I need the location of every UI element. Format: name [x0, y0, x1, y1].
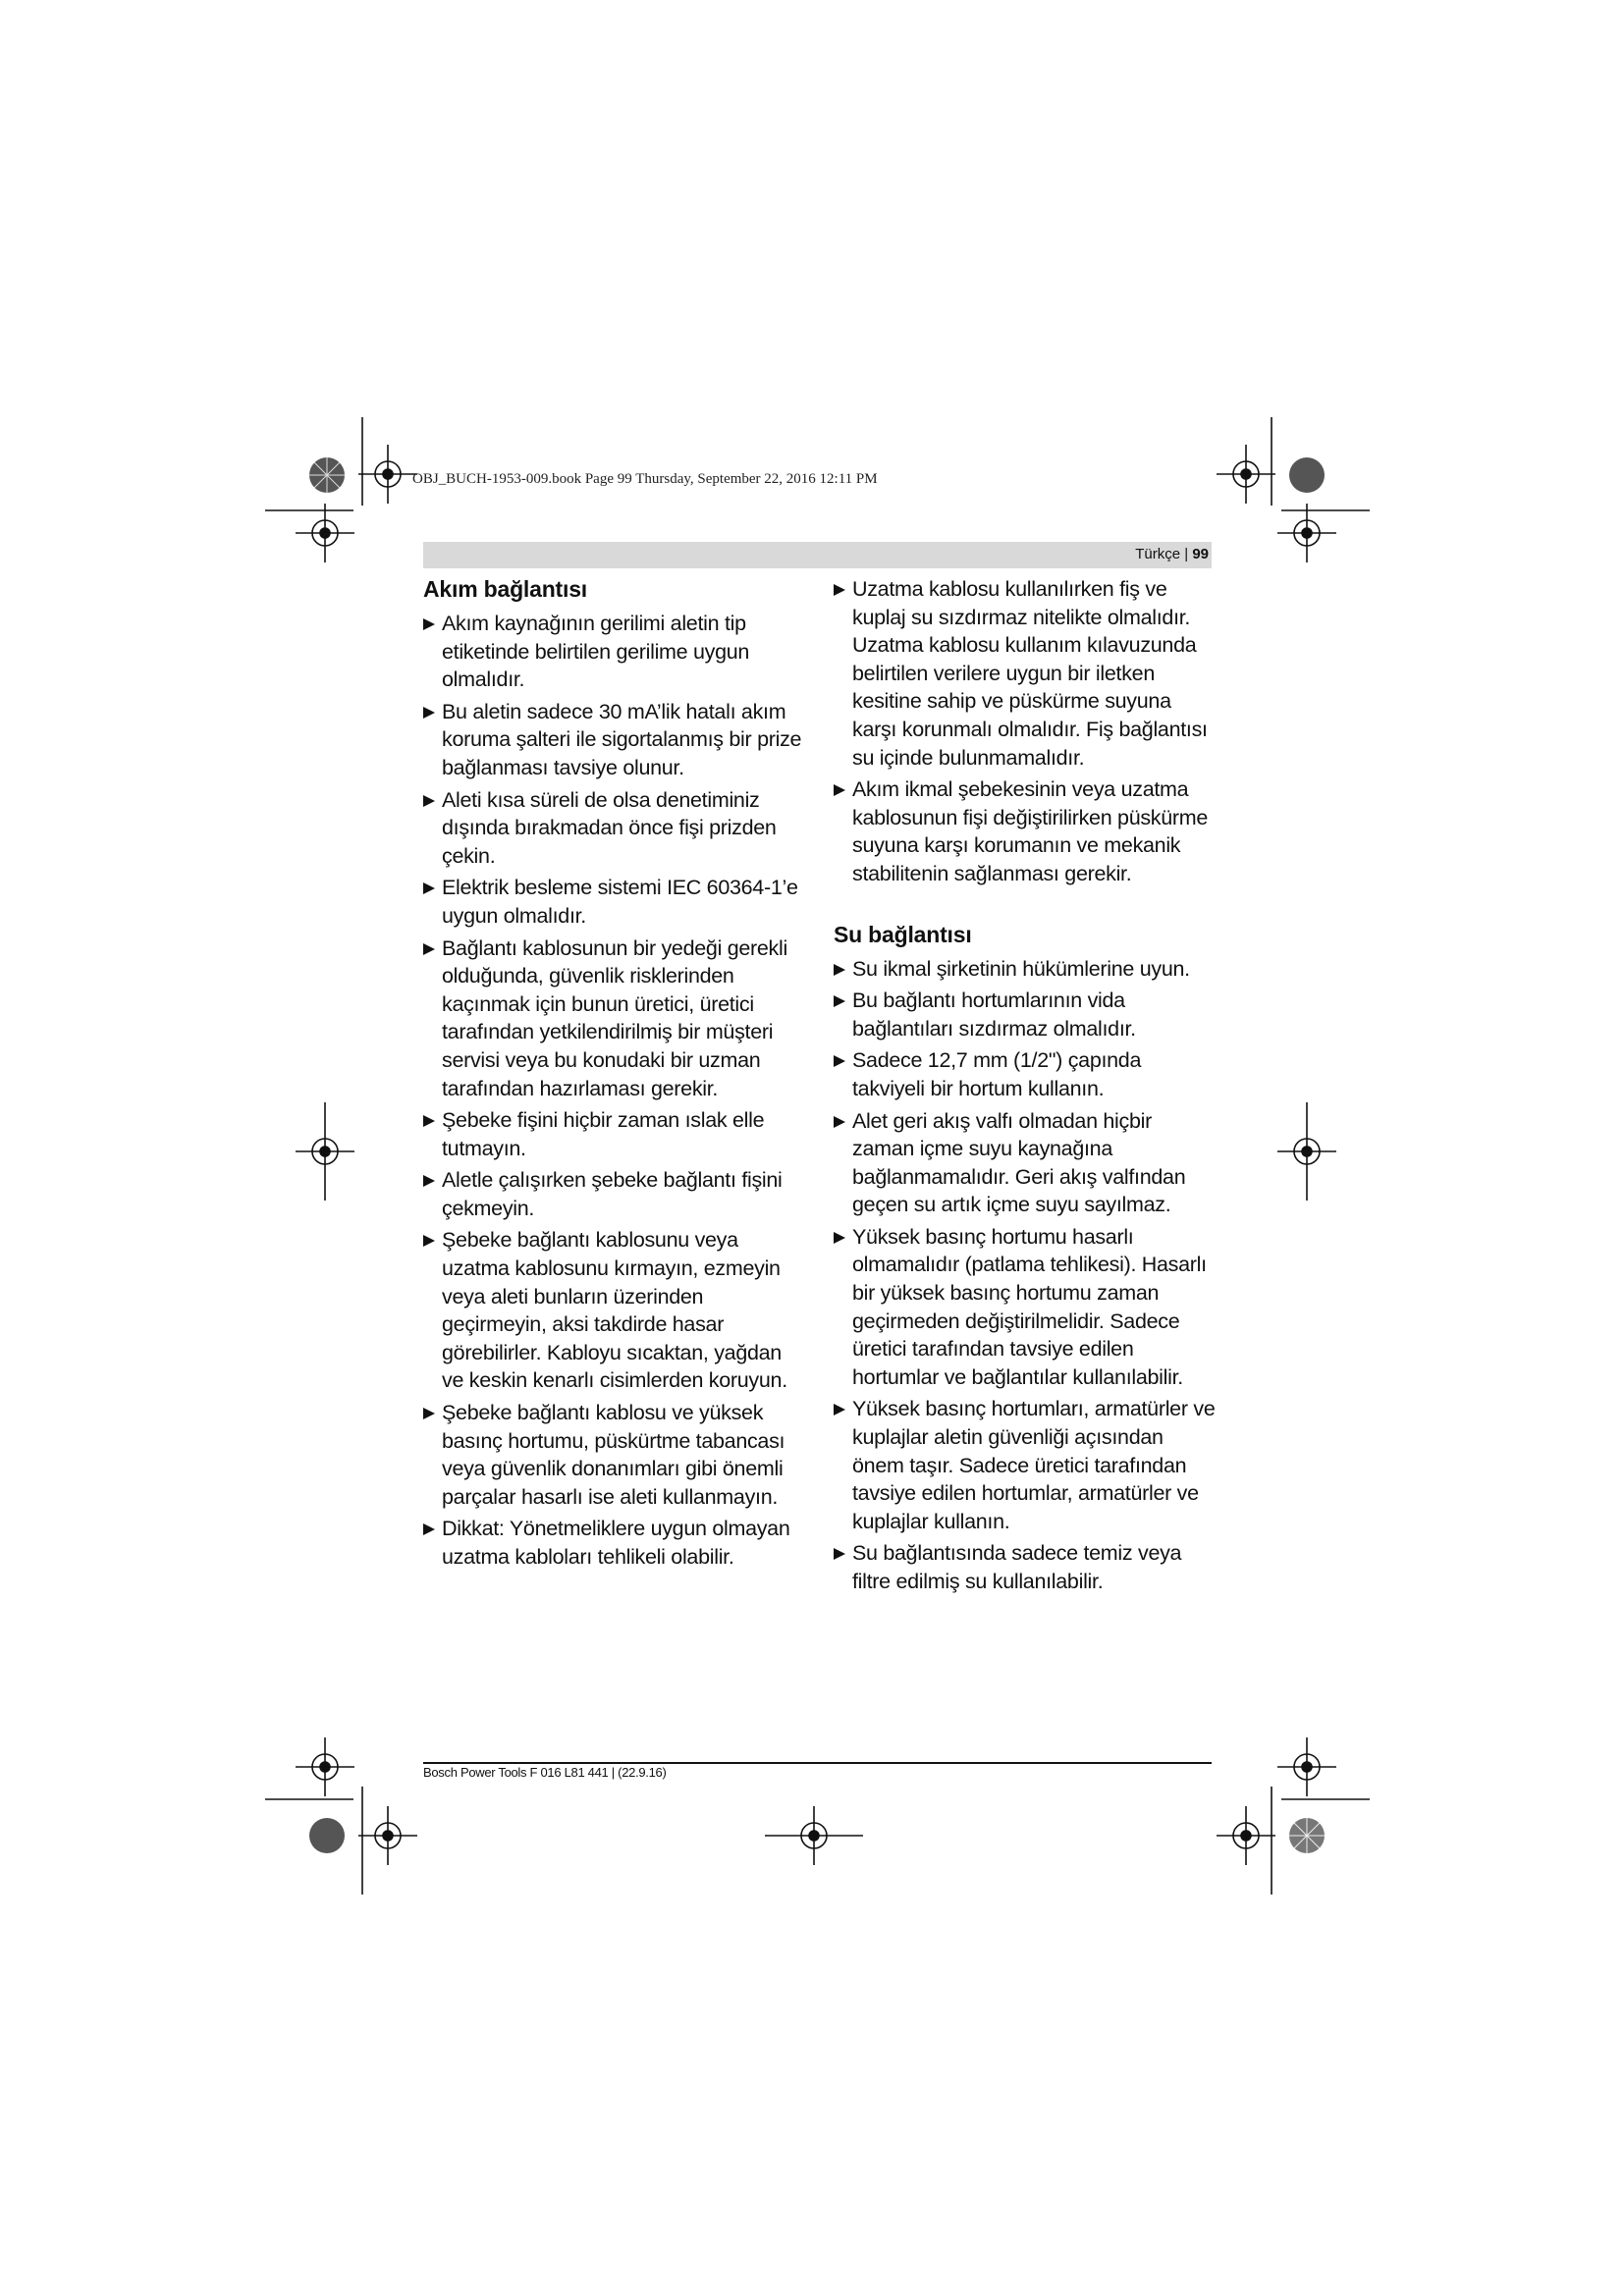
list-item: Su bağlantısında sadece temiz veya filtre edilmiş su kullanılabilir.: [834, 1539, 1217, 1595]
bullet-triangle-icon: [834, 1232, 845, 1244]
list-item: Şebeke bağlantı kablosu ve yüksek basınç hortumu, püskürtme tabancası veya güvenlik donanımları gibi önemli parçalar hasarlı ise aleti kullanmayın.: [423, 1399, 806, 1511]
registration-target: [1277, 1737, 1336, 1796]
list-item: Alet geri akış valfı olmadan hiçbir zaman içme suyu kaynağına bağlanmamalıdır. Geri akış valfından geçen su artık içme suyu sayılmaz.: [834, 1107, 1217, 1219]
bullet-triangle-icon: [423, 1235, 435, 1247]
bullet-triangle-icon: [423, 1523, 435, 1535]
bullet-triangle-icon: [423, 1115, 435, 1127]
list-item: Şebeke bağlantı kablosunu veya uzatma kablosunu kırmayın, ezmeyin veya aleti bunların üzerinden geçirmeyin, aksi takdirde hasar görebilirler. Kabloyu sıcaktan, yağdan ve keskin kenarlı cisimlerden koruyun.: [423, 1226, 806, 1395]
registration-target: [296, 1737, 354, 1796]
page-number: 99: [1192, 546, 1209, 562]
registration-target: [358, 445, 417, 504]
registration-target: [1217, 445, 1275, 504]
header-language: Türkçe: [1135, 546, 1181, 562]
bullet-triangle-icon: [423, 1408, 435, 1419]
header-language-page: [1135, 546, 1209, 562]
footer-rule: [423, 1762, 1212, 1764]
registration-target: [296, 504, 354, 562]
list-item: Bu bağlantı hortumlarının vida bağlantıları sızdırmaz olmalıdır.: [834, 987, 1217, 1042]
list-item: Sadece 12,7 mm (1/2") çapında takviyeli bir hortum kullanın.: [834, 1046, 1217, 1102]
registration-target: [1217, 1806, 1275, 1865]
list-item: Uzatma kablosu kullanılırken fiş ve kuplaj su sızdırmaz nitelikte olmalıdır. Uzatma kablosu kullanım kılavuzunda belirtilen verilere uygun bir iletken kesitine sahip ve püskürme suyuna karşı korunmalı olmalıdır. Fiş bağlantısı su içinde bulunmamalıdır.: [834, 575, 1217, 772]
bullet-triangle-icon: [834, 1548, 845, 1560]
list-item: Su ikmal şirketinin hükümlerine uyun.: [834, 955, 1217, 984]
density-wheel: [309, 457, 345, 493]
list-item: Akım ikmal şebekesinin veya uzatma kablosunun fişi değiştirilirken püskürme suyuna karşı korumanın ve mekanik stabilitenin sağlanması gerekir.: [834, 775, 1217, 887]
list-item: Şebeke fişini hiçbir zaman ıslak elle tutmayın.: [423, 1106, 806, 1162]
bullet-triangle-icon: [423, 882, 435, 894]
section-heading-water: Su bağlantısı: [834, 921, 972, 947]
bullet-triangle-icon: [834, 964, 845, 976]
bullet-triangle-icon: [423, 618, 435, 630]
bullet-triangle-icon: [423, 943, 435, 955]
bullet-triangle-icon: [834, 784, 845, 796]
registration-target: [1277, 504, 1336, 562]
list-item: Yüksek basınç hortumları, armatürler ve kuplajlar aletin güvenliği açısından önem taşır. Sadece üretici tarafından tavsiye edilen hortumlar, armatürler ve kuplajlar kullanın.: [834, 1395, 1217, 1535]
list-item: Bu aletin sadece 30 mA’lik hatalı akım koruma şalteri ile sigortalanmış bir prize bağlanması tavsiye olunur.: [423, 698, 806, 782]
bullet-triangle-icon: [423, 795, 435, 807]
list-item: Bağlantı kablosunun bir yedeği gerekli olduğunda, güvenlik risklerinden kaçınmak için bunun üretici, üretici tarafından yetkilendirilmiş bir müşteri servisi veya bu konudaki bir uzman tarafından hazırlaması gerekir.: [423, 934, 806, 1103]
running-header: [423, 542, 1212, 568]
density-wheel: [1289, 457, 1325, 493]
list-item: Akım kaynağının gerilimi aletin tip etiketinde belirtilen gerilime uygun olmalıdır.: [423, 610, 806, 694]
list-item: Dikkat: Yönetmeliklere uygun olmayan uzatma kabloları tehlikeli olabilir.: [423, 1515, 806, 1571]
registration-target: [358, 1806, 417, 1865]
density-wheel: [1289, 1818, 1325, 1853]
book-slug: OBJ_BUCH-1953-009.book Page 99 Thursday, September 22, 2016 12:11 PM: [412, 471, 878, 487]
footer-text: Bosch Power Tools F 016 L81 441 | (22.9.16): [423, 1765, 667, 1780]
right-column: [834, 575, 1217, 1600]
bullet-triangle-icon: [834, 1404, 845, 1415]
list-item: Yüksek basınç hortumu hasarlı olmamalıdır (patlama tehlikesi). Hasarlı bir yüksek basınç hortumu zaman geçirmeden değiştirilmelidir. Sadece üretici tarafından tavsiye edilen hortumlar ve bağlantılar kullanılabilir.: [834, 1223, 1217, 1392]
bullet-triangle-icon: [423, 707, 435, 719]
bullet-triangle-icon: [423, 1175, 435, 1187]
list-item: Aletle çalışırken şebeke bağlantı fişini çekmeyin.: [423, 1166, 806, 1222]
section-heading-power: Akım bağlantısı: [423, 576, 587, 602]
list-item: Elektrik besleme sistemi IEC 60364-1’e uygun olmalıdır.: [423, 874, 806, 930]
bullet-triangle-icon: [834, 1055, 845, 1067]
list-item: Aleti kısa süreli de olsa denetiminiz dışında bırakmadan önce fişi prizden çekin.: [423, 786, 806, 871]
density-wheel: [309, 1818, 345, 1853]
bullet-triangle-icon: [834, 1116, 845, 1128]
registration-target: [765, 1806, 863, 1865]
header-separator: |: [1180, 546, 1193, 562]
registration-target: [296, 1102, 354, 1201]
left-column: [423, 575, 806, 1575]
registration-target: [1277, 1102, 1336, 1201]
bullet-triangle-icon: [834, 584, 845, 596]
bullet-triangle-icon: [834, 995, 845, 1007]
